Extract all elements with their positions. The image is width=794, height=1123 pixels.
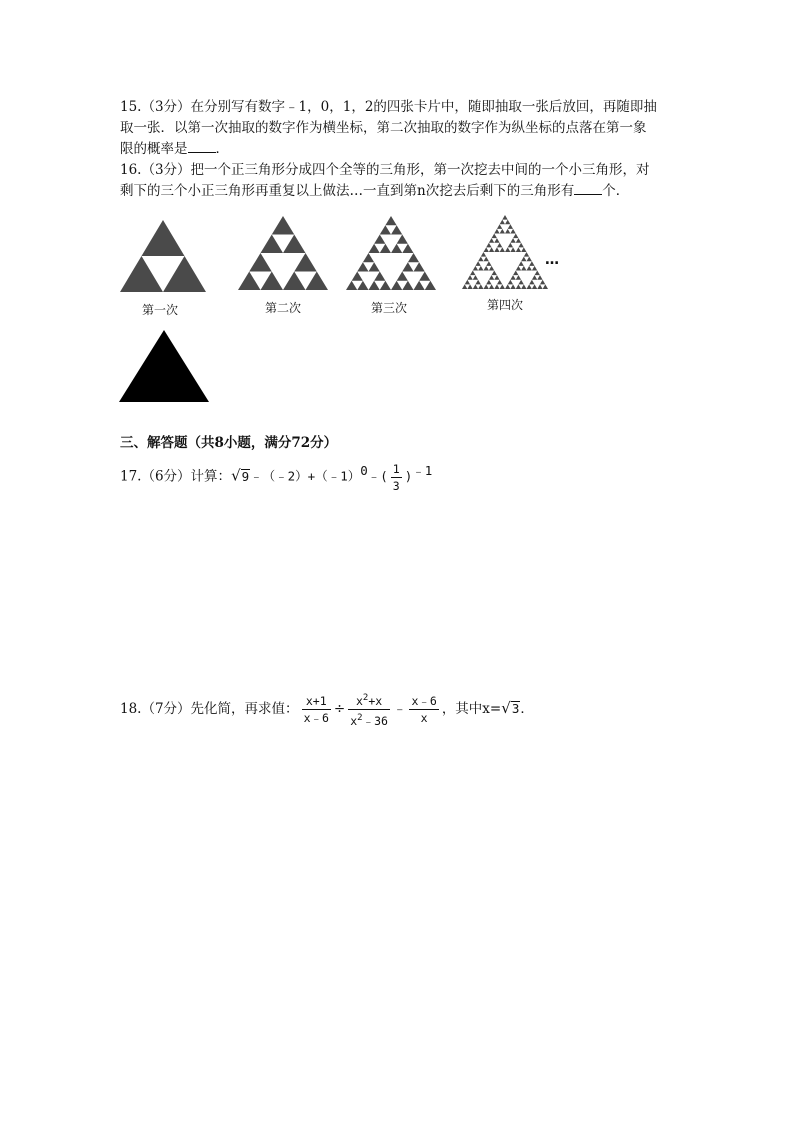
sierpinski-step-2-drawing	[238, 216, 328, 290]
q18-f2-num-rest: +x	[368, 694, 383, 708]
sierpinski-sub-triangle	[505, 247, 510, 252]
q18-f2-num-exp: 2	[362, 693, 369, 704]
sierpinski-sub-triangle	[363, 253, 374, 262]
q18-minus: ﹣	[392, 701, 407, 717]
sierpinski-sub-triangle	[518, 280, 523, 285]
q17-frac-den: 3	[392, 478, 400, 493]
sierpinski-sub-triangle	[419, 272, 430, 281]
q18-prefix: 18.（7分）先化简，再求值：	[120, 701, 299, 717]
q16-answer-blank[interactable]	[574, 181, 602, 195]
sierpinski-sub-triangle	[402, 262, 413, 271]
solid-triangle-figure	[119, 330, 209, 402]
sierpinski-sub-triangle	[484, 247, 489, 252]
sierpinski-sub-triangle	[500, 229, 505, 234]
sierpinski-sub-triangle	[521, 266, 526, 271]
sierpinski-sub-triangle	[374, 235, 385, 244]
sierpinski-sub-triangle	[494, 247, 499, 252]
sierpinski-sub-triangle	[408, 253, 419, 262]
sierpinski-sub-triangle	[261, 235, 284, 254]
sierpinski-sub-triangle	[494, 238, 499, 243]
sierpinski-sub-triangle	[249, 253, 272, 272]
sierpinski-sub-triangle	[510, 229, 515, 234]
sierpinski-sub-triangle	[497, 280, 502, 285]
sierpinski-sub-triangle	[537, 275, 542, 280]
sierpinski-sub-triangle	[489, 275, 494, 280]
sierpinski-sub-triangle	[494, 229, 499, 234]
sierpinski-sub-triangle	[486, 261, 491, 266]
section-heading: 三、解答题（共8小题，满分72分）	[120, 435, 338, 451]
sierpinski-sub-triangle	[357, 262, 368, 271]
sierpinski-sub-triangle	[492, 234, 497, 239]
sierpinski-sub-triangle	[478, 257, 483, 262]
sierpinski-sub-triangle	[494, 284, 499, 289]
q17-part2: ﹣（﹣2）+（﹣1）	[250, 468, 361, 484]
sqrt-sign-2: √	[501, 699, 511, 717]
sierpinski-sub-triangle	[465, 280, 470, 285]
sierpinski-sub-triangle	[261, 272, 284, 291]
sierpinski-sub-triangle	[467, 275, 472, 280]
sierpinski-sub-triangle	[521, 284, 526, 289]
sierpinski-sub-triangle	[397, 272, 408, 281]
sierpinski-sub-triangle	[513, 234, 518, 239]
sierpinski-sub-triangle	[391, 225, 402, 234]
sierpinski-step-1-drawing	[120, 220, 206, 292]
sierpinski-step-2-figure	[238, 216, 328, 290]
sierpinski-sub-triangle	[500, 220, 505, 225]
sierpinski-sub-triangle	[497, 224, 502, 229]
sierpinski-sub-triangle	[505, 284, 510, 289]
sierpinski-sub-triangle	[473, 275, 478, 280]
sierpinski-sub-triangle	[473, 284, 478, 289]
sierpinski-sub-triangle	[283, 272, 306, 291]
q17-part3: ﹣(	[367, 468, 388, 484]
sierpinski-sub-triangle	[521, 247, 526, 252]
caption-step-2: 第二次	[265, 301, 302, 315]
sierpinski-sub-triangle	[380, 225, 391, 234]
sierpinski-sub-triangle	[527, 257, 532, 262]
sierpinski-sub-triangle	[369, 262, 380, 271]
sierpinski-sub-triangle	[397, 235, 408, 244]
sierpinski-sub-triangle	[510, 275, 515, 280]
sierpinski-sub-triangle	[486, 280, 491, 285]
sierpinski-sub-triangle	[484, 266, 489, 271]
q18-f2-den-exp: 2	[357, 713, 363, 723]
sierpinski-sub-triangle	[481, 252, 486, 257]
sierpinski-sub-triangle	[505, 220, 510, 225]
sierpinski-step-1-figure	[120, 220, 206, 292]
sierpinski-sub-triangle	[518, 261, 523, 266]
q17-fraction	[391, 462, 402, 493]
q18-f2-den-rest: ﹣36	[362, 713, 388, 728]
sierpinski-sub-triangle	[529, 280, 534, 285]
sierpinski-sub-triangle	[484, 284, 489, 289]
sierpinski-sub-triangle	[272, 216, 295, 235]
sqrt-sign: √	[231, 466, 241, 485]
sierpinski-sub-triangle	[425, 281, 436, 290]
sierpinski-sub-triangle	[142, 220, 185, 256]
sierpinski-sub-triangle	[497, 243, 502, 248]
q17-line	[120, 458, 432, 493]
sierpinski-sub-triangle	[385, 216, 396, 225]
sierpinski-sub-triangle	[524, 252, 529, 257]
sierpinski-sub-triangle	[489, 284, 494, 289]
ellipsis-mark: …	[545, 252, 559, 268]
sierpinski-sub-triangle	[478, 284, 483, 289]
q18-f1-den: x﹣6	[303, 711, 329, 725]
sierpinski-sub-triangle	[306, 272, 329, 291]
sierpinski-sub-triangle	[508, 243, 513, 248]
q18-f3-num: x﹣6	[411, 694, 437, 708]
sierpinski-sub-triangle	[500, 247, 505, 252]
sierpinski-sub-triangle	[513, 271, 518, 276]
q18-end: ．	[520, 701, 534, 717]
sierpinski-sub-triangle	[391, 244, 402, 253]
sierpinski-sub-triangle	[486, 243, 491, 248]
caption-step-4: 第四次	[487, 298, 524, 312]
caption-step-3: 第三次	[371, 301, 408, 315]
q18-fraction-3	[409, 694, 438, 725]
q17-exp-zero: 0	[360, 463, 368, 478]
sierpinski-sub-triangle	[414, 262, 425, 271]
sierpinski-sub-triangle	[346, 281, 357, 290]
sierpinski-sub-triangle	[543, 284, 548, 289]
sierpinski-sub-triangle	[516, 266, 521, 271]
sierpinski-sub-triangle	[357, 281, 368, 290]
sierpinski-sub-triangle	[478, 266, 483, 271]
sierpinski-sub-triangle	[500, 284, 505, 289]
q18-f3-den: x	[420, 711, 428, 725]
sierpinski-sub-triangle	[492, 271, 497, 276]
q15-line-3-text: 限的概率是	[120, 141, 188, 157]
sierpinski-sub-triangle	[510, 247, 515, 252]
sierpinski-sub-triangle	[402, 281, 413, 290]
q17-radicand: 9	[241, 468, 250, 484]
sierpinski-sub-triangle	[352, 272, 363, 281]
sierpinski-sub-triangle	[489, 247, 494, 252]
sierpinski-sub-triangle	[529, 261, 534, 266]
sierpinski-step-4-figure	[462, 215, 548, 289]
q15-answer-blank[interactable]	[188, 139, 216, 153]
sierpinski-sub-triangle	[391, 281, 402, 290]
sierpinski-sub-triangle	[484, 257, 489, 262]
q17-prefix: 17.（6分）计算：	[120, 468, 232, 485]
sierpinski-sub-triangle	[369, 244, 380, 253]
sierpinski-sub-triangle	[508, 224, 513, 229]
q18-line	[120, 690, 534, 728]
q18-f2-num	[348, 691, 390, 710]
sierpinski-sub-triangle	[532, 266, 537, 271]
sierpinski-sub-triangle	[475, 261, 480, 266]
sierpinski-sub-triangle	[502, 215, 507, 220]
sierpinski-sub-triangle	[527, 266, 532, 271]
q16-line-1: 16.（3分）把一个正三角形分成四个全等的三角形，第一次挖去中间的一个小三角形，对	[120, 162, 650, 178]
sierpinski-step-3-drawing	[346, 216, 436, 290]
q18-suffix: ，其中x=	[441, 701, 502, 717]
sierpinski-sub-triangle	[467, 284, 472, 289]
sierpinski-sub-triangle	[475, 280, 480, 285]
sierpinski-sub-triangle	[527, 284, 532, 289]
q18-divide: ÷	[333, 701, 346, 717]
sierpinski-sub-triangle	[473, 266, 478, 271]
sierpinski-sub-triangle	[510, 238, 515, 243]
sierpinski-sub-triangle	[505, 229, 510, 234]
q17-exp-neg1: ﹣1	[412, 463, 433, 478]
sierpinski-step-3-figure	[346, 216, 436, 290]
sierpinski-sub-triangle	[510, 284, 515, 289]
sierpinski-sub-triangle	[516, 275, 521, 280]
sierpinski-sub-triangle	[532, 275, 537, 280]
sierpinski-sub-triangle	[380, 244, 391, 253]
q18-f1-num: x+1	[302, 694, 331, 710]
sierpinski-sub-triangle	[402, 244, 413, 253]
sierpinski-sub-triangle	[535, 271, 540, 276]
sierpinski-sub-triangle	[489, 238, 494, 243]
q15-line-3	[120, 139, 229, 159]
q18-radicand: 3	[511, 701, 520, 716]
sierpinski-sub-triangle	[369, 281, 380, 290]
sierpinski-sub-triangle	[120, 256, 163, 292]
q17-frac-num: 1	[392, 461, 400, 476]
caption-step-1: 第一次	[142, 303, 179, 317]
q18-f2-num-base: x	[355, 694, 363, 708]
q16-line-2	[120, 181, 629, 201]
sierpinski-sub-triangle	[470, 271, 475, 276]
q18-fraction-1	[302, 694, 331, 725]
sierpinski-sub-triangle	[516, 284, 521, 289]
sierpinski-step-4-drawing	[462, 215, 548, 289]
solid-triangle-drawing	[119, 330, 209, 402]
sierpinski-sub-triangle	[516, 247, 521, 252]
q18-f2-den-base: x	[350, 713, 358, 728]
sierpinski-sub-triangle	[494, 275, 499, 280]
sierpinski-sub-triangle	[508, 280, 513, 285]
sierpinski-sub-triangle	[294, 253, 317, 272]
sierpinski-sub-triangle	[414, 281, 425, 290]
sierpinski-sub-triangle	[380, 281, 391, 290]
sierpinski-sub-triangle	[532, 284, 537, 289]
q17-close: )	[404, 468, 413, 484]
sierpinski-sub-triangle	[374, 272, 385, 281]
q18-fraction-2	[348, 691, 390, 728]
q16-line-2-end: 个．	[602, 183, 630, 199]
q16-line-2-text: 剩下的三个小正三角形再重复以上做法…一直到第n次挖去后剩下的三角形有	[120, 183, 575, 199]
sierpinski-sub-triangle	[516, 238, 521, 243]
q15-line-3-end: ．	[215, 141, 229, 157]
q15-line-2: 取一张．以第一次抽取的数字作为横坐标，第二次抽取的数字作为纵坐标的点落在第一象	[120, 120, 647, 136]
sierpinski-sub-triangle	[540, 280, 545, 285]
sierpinski-sub-triangle	[238, 272, 261, 291]
sierpinski-sub-triangle	[518, 243, 523, 248]
sierpinski-sub-triangle	[283, 235, 306, 254]
sierpinski-sub-triangle	[521, 257, 526, 262]
q15-line-1: 15.（3分）在分别写有数字﹣1，0，1，2的四张卡片中，随即抽取一张后放回，再随即抽	[120, 99, 657, 115]
sierpinski-sub-triangle	[462, 284, 467, 289]
sierpinski-sub-triangle	[163, 256, 206, 292]
q18-f2-den	[348, 710, 390, 728]
sierpinski-sub-triangle	[489, 266, 494, 271]
sierpinski-sub-triangle	[537, 284, 542, 289]
